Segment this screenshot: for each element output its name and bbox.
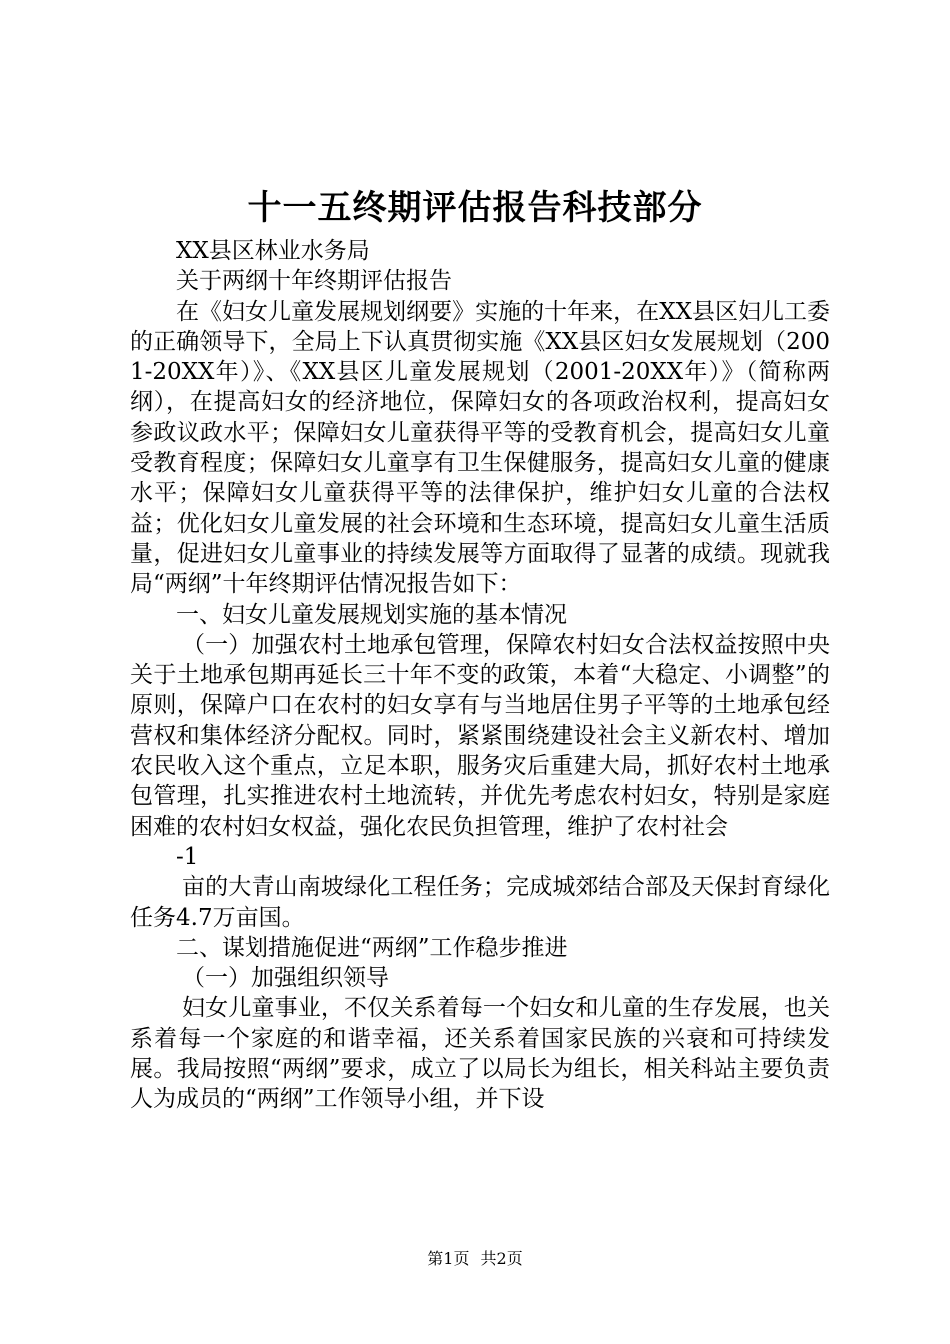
section-heading-1: 一、妇女儿童发展规划实施的基本情况 bbox=[176, 601, 567, 628]
section-heading-2: 二、谋划措施促进“两纲”工作稳步推进 bbox=[176, 934, 568, 961]
document-title: 十一五终期评估报告科技部分 bbox=[247, 188, 703, 228]
paragraph-afforestation: 亩的大青山南坡绿化工程任务；完成城郊结合部及天保封育绿化任务4.7万亩国。 bbox=[130, 874, 830, 931]
document-body bbox=[130, 236, 830, 1115]
paragraph-subtitle: 关于两纲十年终期评估报告 bbox=[176, 268, 452, 295]
paragraph-org: XX县区林业水务局 bbox=[176, 238, 370, 264]
subsection-1-text: （一）加强农村土地承包管理，保障农村妇女合法权益按照中央关于土地承包期再延长三十年不变的政策，本着“大稳定、小调整”的原则，保障户口在农村的妇女享有与当地居住男子平等的土地承包经营权和集体经济分配权。同时，紧紧围绕建设社会主义新农村、增加农民收入这个重点，立足本职，服务灾后重建大局，抓好农村土地承包管理，扎实推进农村土地流转，并优先考虑农村妇女，特别是家庭困难的农村妇女权益，强化农民负担管理，维护了农村社会 bbox=[130, 631, 830, 840]
subsection-heading-2-1: （一）加强组织领导 bbox=[182, 965, 389, 992]
page-total: 共2页 bbox=[480, 1249, 523, 1268]
page-number: 第1页 bbox=[427, 1249, 470, 1268]
paragraph-organization: 妇女儿童事业，不仅关系着每一个妇女和儿童的生存发展，也关系着每一个家庭的和谐幸福，还关系着国家民族的兴衰和可持续发展。我局按照“两纲”要求，成立了以局长为组长，相关科站主要负责人为成员的“两纲”工作领导小组，并下设 bbox=[130, 995, 830, 1113]
paragraph-intro: 在《妇女儿童发展规划纲要》实施的十年来，在XX县区妇儿工委的正确领导下，全局上下认真贯彻实施《XX县区妇女发展规划（2001-20XX年）》、《XX县区儿童发展规划（2001-20XX年）》（简称两纲），在提高妇女的经济地位，保障妇女的各项政治权利，提高妇女参政议政水平；保障妇女儿童获得平等的受教育机会，提高妇女儿童受教育程度；保障妇女儿童享有卫生保健服务，提高妇女儿童的健康水平；保障妇女儿童获得平等的法律保护，维护妇女儿童的合法权益；优化妇女儿童发展的社会环境和生态环境，提高妇女儿童生活质量，促进妇女儿童事业的持续发展等方面取得了显著的成绩。现就我局“两纲”十年终期评估情况报告如下： bbox=[130, 298, 830, 598]
page-footer bbox=[0, 1249, 950, 1269]
page-marker: -1 bbox=[176, 843, 199, 870]
